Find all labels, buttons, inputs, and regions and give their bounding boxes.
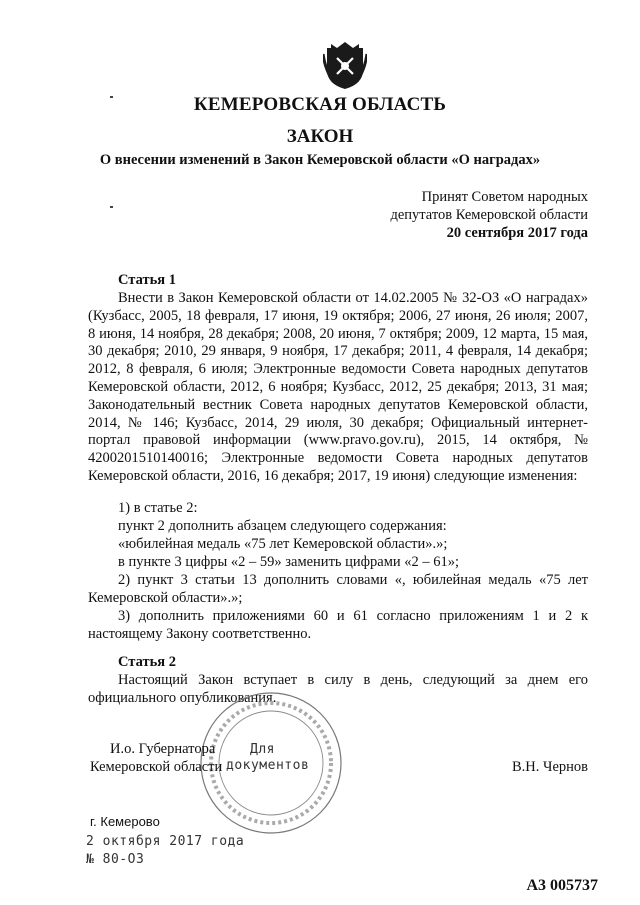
article-2-heading: Статья 2 xyxy=(118,654,176,670)
item-1-a: пункт 2 дополнить абзацем следующего содержания: xyxy=(118,518,447,534)
city: г. Кемерово xyxy=(90,814,160,829)
law-subtitle: О внесении изменений в Закон Кемеровской области «О наградах» xyxy=(99,152,541,168)
date-stamp: 2 октября 2017 года xyxy=(86,834,245,849)
item-2: 2) пункт 3 статьи 13 дополнить словами «, юбилейная медаль «75 лет Кемеровской области».»; xyxy=(88,572,588,606)
seal-text-line-2: документов xyxy=(226,758,310,773)
adopted-line-1: Принят Советом народных xyxy=(421,189,588,205)
signatory-title-2: Кемеровской области xyxy=(90,759,223,775)
item-3: 3) дополнить приложениями 60 и 61 согласно приложениям 1 и 2 к настоящему Закону соответственно. xyxy=(88,608,588,642)
signatory-title-1: И.о. Губернатора xyxy=(110,741,216,757)
signatory-name: В.Н. Чернов xyxy=(512,759,588,775)
article-1-heading: Статья 1 xyxy=(118,272,176,288)
item-1-c: в пункте 3 цифры «2 – 59» заменить цифрами «2 – 61»; xyxy=(118,554,460,570)
coat-of-arms-icon xyxy=(323,40,367,90)
scan-speck xyxy=(110,206,113,208)
adopted-date: 20 сентября 2017 года xyxy=(446,225,588,241)
item-1: 1) в статье 2: xyxy=(118,500,198,516)
seal-text-line-1: Для xyxy=(250,742,275,757)
article-2-text: Настоящий Закон вступает в силу в день, следующий за днем его официального опубликования. xyxy=(88,672,588,706)
item-1-b: «юбилейная медаль «75 лет Кемеровской области».»; xyxy=(118,536,448,552)
region-title: КЕМЕРОВСКАЯ ОБЛАСТЬ xyxy=(193,94,447,115)
adopted-line-2: депутатов Кемеровской области xyxy=(390,207,588,223)
document-type: ЗАКОН xyxy=(286,126,354,147)
article-1-intro: Внести в Закон Кемеровской области от 14.02.2005 № 32-ОЗ «О наградах» (Кузбасс, 2005, 18 февраля, 17 июня, 19 октября; 2006, 27 июня, 26 июля; 2007, 8 июня, 14 ноября, 28 декабря; 2008, 20 июня, 7 октября; 2009, 12 марта, 15 мая, 30 декабря; 2010, 29 января, 9 ноября, 17 декабря; 2011, 4 февраля, 14 декабря; 2012, 8 февраля, 6 июля; Электронные ведомости Совета народных депутатов Кемеровской области, 2012, 6 ноября; Кузбасс, 2012, 25 декабря; 2013, 31 мая; Законодательный вестник Совета народных депутатов Кемеровской области, 2014, № 146; Кузбасс, 2014, 29 июля, 30 декабря; Официальный интернет-портал правовой информации (www.pravo.gov.ru), 2015, 14 октября, № 4200201510140016; Электронные ведомости Совета народных депутатов Кемеровской области, 2016, 16 декабря; 2017, 19 июня) следующие изменения: xyxy=(88,290,588,484)
number-stamp: № 80-ОЗ xyxy=(86,852,145,867)
serial-number: А3 005737 xyxy=(526,877,598,894)
